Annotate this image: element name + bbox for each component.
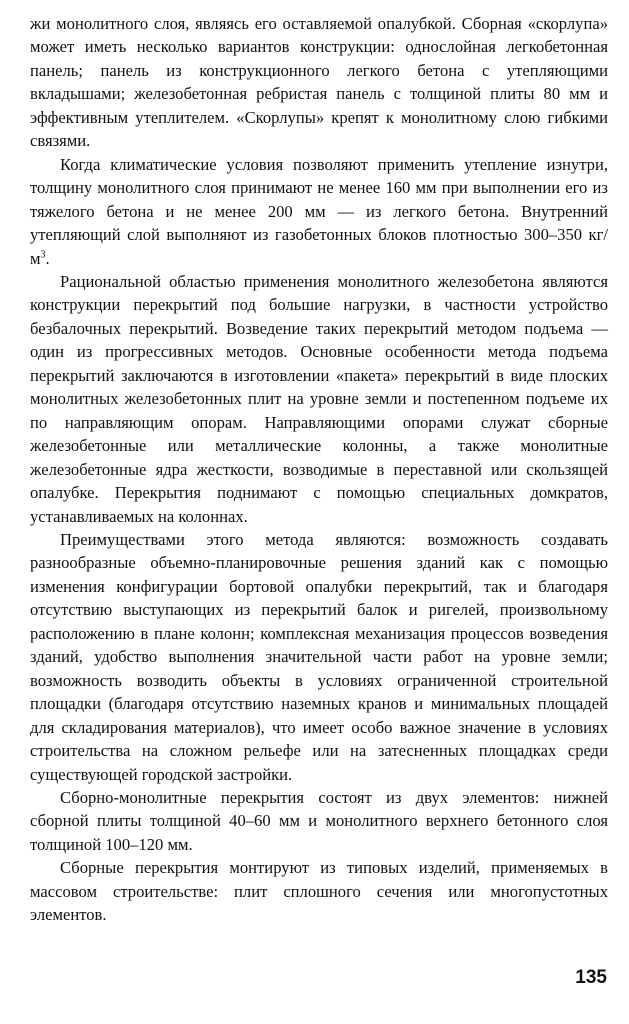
paragraph-continuation: жи монолитного слоя, являясь его оставляемой опалубкой. Сборная «скорлупа» может иметь несколько вариантов конструкции: однослойная легкобетонная панель; панель из конструкционного легкого бетона с утепляющими вкладышами; железобетонная ребристая панель с толщиной плиты 80 мм и эффективным утеплителем. «Скорлупы» крепят к монолитному слою гибкими связями. [30, 14, 608, 151]
paragraph-precast: Сборные перекрытия монтируют из типовых изделий, применяемых в массовом строительстве: плит сплошного сечения или многопустотных элементов. [30, 858, 608, 925]
paragraph-insulation-text: Когда климатические условия позволяют применить утепление изнутри, толщину монолитного слоя принимают не менее 160 мм при выполнении его из тяжелого бетона и не менее 200 мм — из легкого бетона. Внутренний утепляющий слой выполняют из газобетонных блоков плотностью 300–350 кг/м [30, 154, 608, 268]
page-number: 135 [575, 967, 607, 988]
paragraph-insulation-period: . [45, 248, 50, 268]
paragraph-advantages: Преимуществами этого метода являются: возможность создавать разнообразные объемно-планировочные решения зданий как с помощью изменения конфигурации бортовой опалубки перекрытий, так и благодаря отсутствию выступающих из перекрытий балок и ригелей, произвольному расположению в плане колонн; комплексная механизация процессов возведения зданий, удобство выполнения значительной части работ на уровне земли; возможность возводить объекты в условиях ограниченной строительной площадки (благодаря отсутствию наземных кранов и минимальных площадей для складирования материалов), что имеет особо важное значение в условиях строительства на сложном рельефе или на затесненных площадках среди существующей городской застройки. [30, 529, 608, 784]
paragraph-lift-method: Рациональной областью применения монолитного железобетона являются конструкции перекрытий под большие нагрузки, в частности устройство безбалочных перекрытий. Возведение таких перекрытий методом подъема — один из прогрессивных методов. Основные особенности метода подъема перекрытий заключаются в изготовлении «пакета» перекрытий в виде плоских монолитных железобетонных плит на уровне земли и постепенном подъеме их по направляющим опорам. Направляющими опорами служат сборные железобетонные или металлические колонны, а также монолитные железобетонные ядра жесткости, возводимые в переставной или скользящей опалубке. Перекрытия поднимают с помощью специальных домкратов, устанавливаемых на колоннах. [30, 271, 608, 526]
paragraph-precast-monolithic: Сборно-монолитные перекрытия состоят из двух элементов: нижней сборной плиты толщиной 40–60 мм и монолитного верхнего бетонного слоя толщиной 100–120 мм. [30, 787, 608, 854]
cubic-superscript: 3 [40, 249, 46, 260]
page-body [30, 12, 608, 927]
paragraph-insulation [30, 153, 608, 270]
